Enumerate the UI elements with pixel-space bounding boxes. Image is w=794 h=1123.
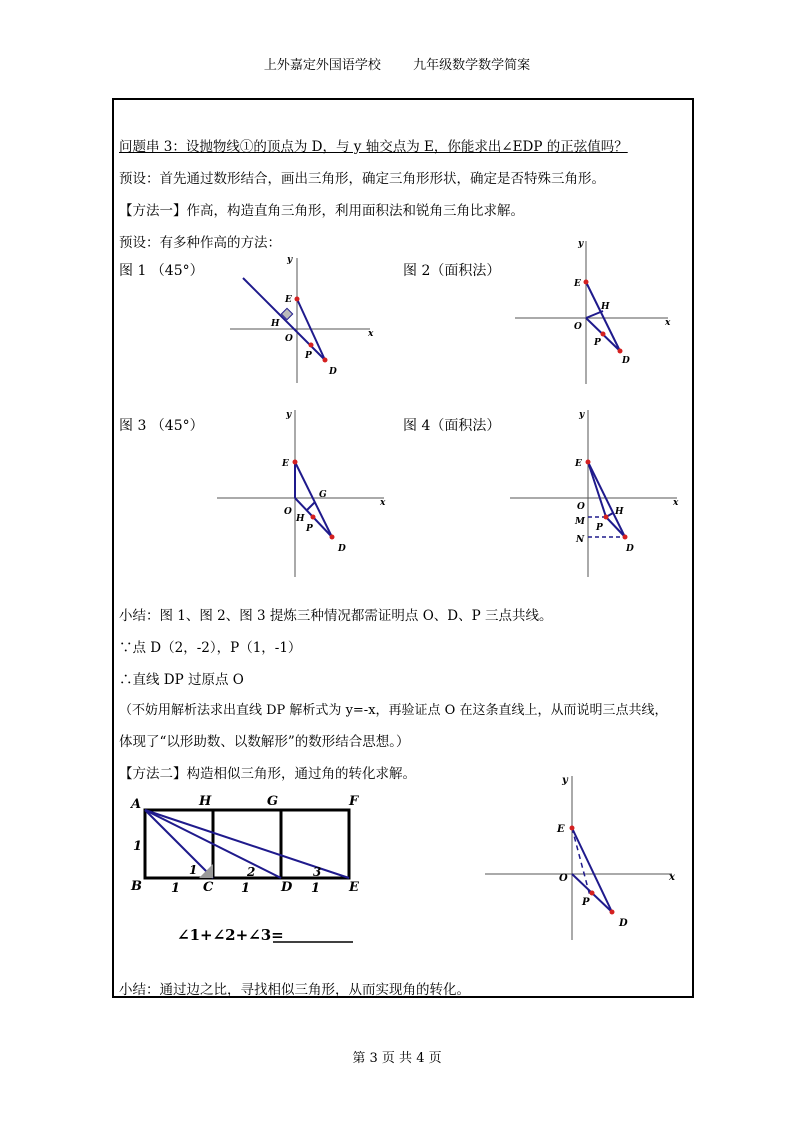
sq-A: A [131, 797, 142, 812]
m2-O: O [559, 873, 568, 884]
fig4-D: D [626, 544, 634, 554]
method-2: 【方法二】构造相似三角形，通过角的转化求解。 [119, 766, 416, 782]
page-footer: 第 3 页 共 4 页 [352, 1051, 442, 1066]
because-line: ∵点 D（2，-2），P（1，-1） [119, 640, 302, 656]
figure-method-2 [480, 768, 680, 943]
fig4-P: P [596, 523, 603, 533]
sq-B: B [131, 879, 142, 894]
fig2-caption: 图 2（面积法） [403, 263, 501, 279]
m2-y-label: y [562, 775, 568, 786]
figure-1 [225, 248, 385, 388]
fig4-caption: 图 4（面积法） [403, 418, 501, 434]
fig1-P: P [305, 351, 312, 361]
figure-2 [510, 236, 680, 386]
sq-H: H [199, 794, 212, 809]
fig3-P: P [306, 524, 313, 534]
fig1-y-label: y [287, 255, 293, 265]
fig3-E: E [282, 459, 289, 469]
m2-E: E [557, 824, 565, 835]
fig3-O: O [284, 507, 292, 517]
fig1-caption: 图 1 （45°） [119, 263, 204, 279]
fig2-x-label: x [665, 318, 671, 328]
fig1-H: H [271, 319, 280, 329]
fig3-D: D [338, 544, 346, 554]
fig2-y-label: y [578, 239, 584, 249]
three-squares-figure [125, 790, 385, 950]
m2-P: P [582, 897, 590, 908]
fig2-E: E [574, 279, 581, 289]
fig2-D: D [622, 356, 630, 366]
sq-seg-2: 1 [241, 881, 251, 896]
preset-1: 预设：首先通过数形结合，画出三角形，确定三角形形状，确定是否特殊三角形。 [119, 171, 605, 187]
sq-F: F [349, 794, 359, 809]
sq-seg-1: 1 [171, 881, 181, 896]
fig4-y-label: y [579, 410, 585, 420]
therefore-line: ∴直线 DP 过原点 O [119, 672, 244, 688]
sq-G: G [267, 794, 279, 809]
figure-4 [505, 405, 685, 580]
fig2-H: H [601, 302, 610, 312]
question-3: 问题串 3：设抛物线①的顶点为 D，与 y 轴交点为 E，你能求出∠EDP 的正弦值吗？ [119, 139, 628, 155]
sq-angle-2: 2 [247, 865, 256, 879]
fig4-M: M [575, 517, 585, 527]
sq-C: C [203, 880, 214, 895]
sq-side-left: 1 [133, 839, 143, 854]
fig3-y-label: y [286, 410, 292, 420]
fig4-N: N [576, 535, 585, 545]
page-header [0, 54, 794, 73]
preset-2: 预设：有多种作高的方法： [119, 235, 281, 251]
sq-angle-1: 1 [189, 863, 198, 877]
fig1-D: D [329, 367, 337, 377]
fig3-G: G [319, 490, 327, 500]
sq-angle-3: 3 [313, 865, 322, 879]
fig3-H: H [296, 514, 305, 524]
fig4-H: H [615, 507, 624, 517]
summary-2: 小结：通过边之比，寻找相似三角形，从而实现角的转化。 [119, 982, 470, 998]
fig1-x-label: x [368, 329, 374, 339]
fig2-P: P [594, 338, 601, 348]
fig2-O: O [574, 322, 582, 332]
figure-3 [212, 405, 392, 580]
angle-sum-label: ∠1+∠2+∠3= [177, 926, 284, 944]
fig4-x-label: x [673, 498, 679, 508]
fig4-E: E [575, 459, 582, 469]
fig1-O: O [285, 334, 293, 344]
doc-title: 九年级数学数学简案 [413, 58, 531, 73]
note-line-1: （不妨用解析法求出直线 DP 解析式为 y=-x，再验证点 O 在这条直线上，从而说明三点共线， [119, 703, 668, 718]
m2-x-label: x [669, 872, 675, 883]
summary-1: 小结：图 1、图 2、图 3 提炼三种情况都需证明点 O、D、P 三点共线。 [119, 608, 553, 624]
sq-seg-3: 1 [311, 881, 321, 896]
fig3-x-label: x [380, 498, 386, 508]
sq-D: D [281, 880, 293, 895]
fig3-caption: 图 3 （45°） [119, 418, 204, 434]
school-name: 上外嘉定外国语学校 [263, 58, 381, 73]
note-line-2: 体现了“以形助数、以数解形”的数形结合思想。） [119, 734, 410, 750]
m2-D: D [619, 918, 628, 929]
fig4-O: O [577, 502, 585, 512]
method-1: 【方法一】作高，构造直角三角形，利用面积法和锐角三角比求解。 [119, 203, 524, 219]
fig1-E: E [285, 295, 292, 305]
sq-E: E [349, 880, 359, 895]
